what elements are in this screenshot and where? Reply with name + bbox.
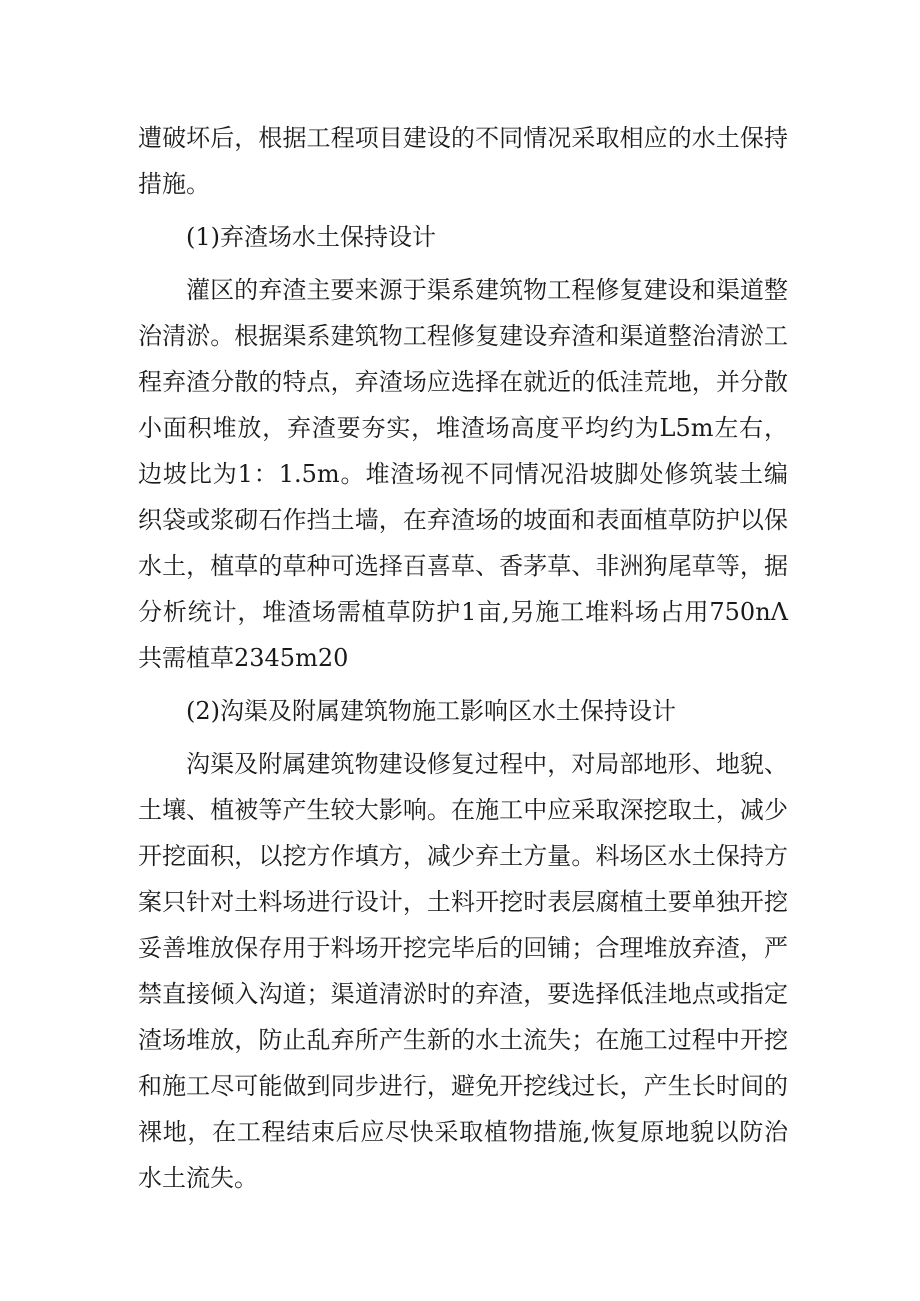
paragraph-channel-construction: 沟渠及附属建筑物建设修复过程中，对局部地形、地貌、土壤、植被等产生较大影响。在施工中应采取深挖取土，减少开挖面积，以挖方作填方，减少弃土方量。料场区水土保持方案只针对土料场进行设计，土料开挖时表层腐植土要单独开挖妥善堆放保存用于料场开挖完毕后的回铺；合理堆放弃渣，严禁直接倾入沟道；渠道清淤时的弃渣，要选择低洼地点或指定渣场堆放，防止乱弃所产生新的水土流失；在施工过程中开挖和施工尽可能做到同步进行，避免开挖线过长，产生长时间的裸地，在工程结束后应尽快采取植物措施,恢复原地貌以防治水土流失。 [138,750,788,1192]
section-heading-spoil-yard: (1)弃渣场水土保持设计 [186,223,436,251]
paragraph-spoil-yard: 灌区的弃渣主要来源于渠系建筑物工程修复建设和渠道整治清淤。根据渠系建筑物工程修复建设弃渣和渠道整治清淤工程弃渣分散的特点，弃渣场应选择在就近的低洼荒地，并分散小面积堆放，弃渣要夯实，堆渣场高度平均约为L5m左右，边坡比为1：1.5m。堆渣场视不同情况沿坡脚处修筑装土编织袋或浆砌石作挡土墙，在弃渣场的坡面和表面植草防护以保水土，植草的草种可选择百喜草、香茅草、非洲狗尾草等，据分析统计，堆渣场需植草防护1亩,另施工堆料场占用750nΛ共需植草2345m20 [138,276,788,672]
section-heading-channel-construction: (2)沟渠及附属建筑物施工影响区水土保持设计 [186,697,676,725]
paragraph-continuation: 遭破坏后，根据工程项目建设的不同情况采取相应的水土保持措施。 [138,124,788,198]
document-body [138,115,788,1201]
